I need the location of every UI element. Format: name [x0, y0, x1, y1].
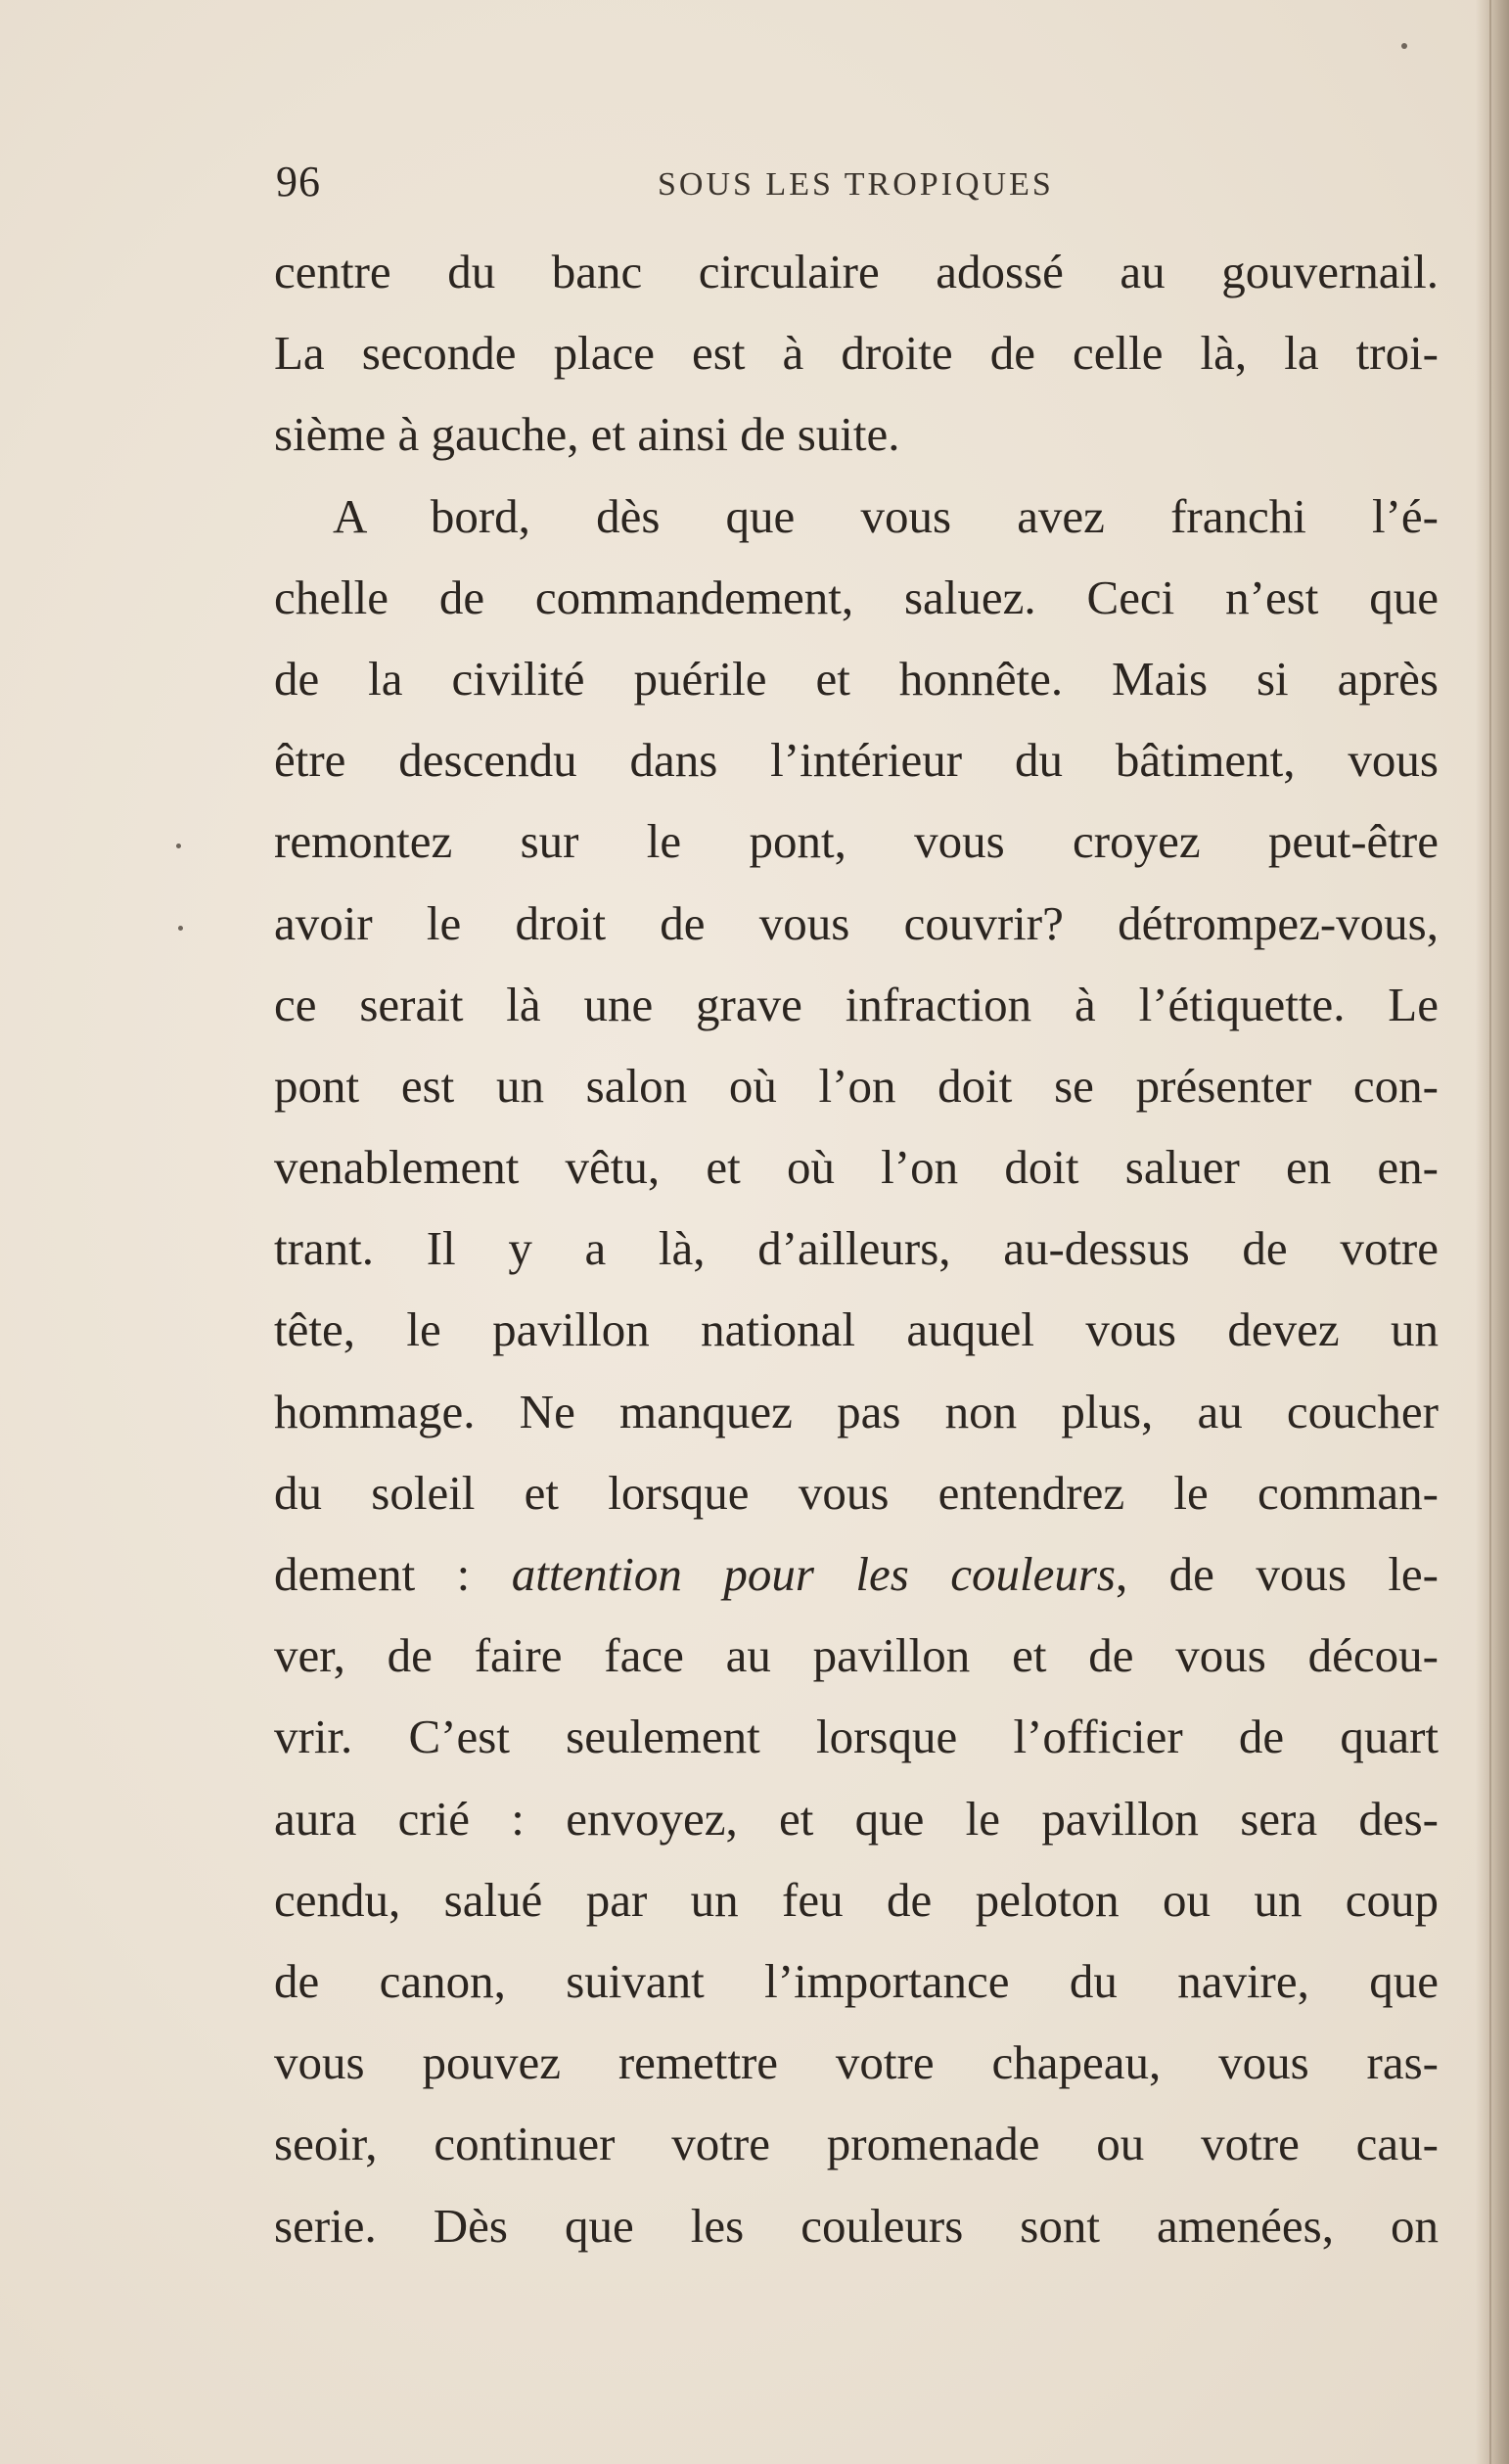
- text-line: centre du banc circulaire adossé au gouvernail.: [274, 245, 1439, 298]
- text-line: cendu, salué par un feu de peloton ou un coup: [274, 1872, 1439, 1927]
- paper-speck: [1401, 43, 1407, 49]
- page-number: 96: [276, 158, 321, 205]
- text-line-with-italic: [274, 1533, 1439, 1615]
- text-line: chelle de commandement, saluez. Ceci n’est que: [274, 570, 1439, 624]
- italic-phrase: attention pour les couleurs: [511, 1547, 1116, 1601]
- text-line: tête, le pavillon national auquel vous devez un: [274, 1302, 1439, 1357]
- running-title: SOUS LES TROPIQUES: [658, 166, 1054, 203]
- text-line: de canon, suivant l’importance du navire, que: [274, 1953, 1439, 2008]
- text-line: sième à gauche, et ainsi de suite.: [274, 407, 900, 462]
- page-edge: [1489, 0, 1491, 2464]
- text-line: vrir. C’est seulement lorsque l’officier de quart: [274, 1710, 1439, 1764]
- paper-speck: [178, 926, 183, 931]
- text-line: de la civilité puérile et honnête. Mais si après: [274, 651, 1439, 706]
- text-fragment: dement :: [274, 1547, 512, 1601]
- page-gutter-shadow: [1476, 0, 1509, 2464]
- text-line: vous pouvez remettre votre chapeau, vous ras-: [274, 2035, 1439, 2090]
- text-line: pont est un salon où l’on doit se présenter con-: [274, 1058, 1439, 1113]
- text-line: être descendu dans l’intérieur du bâtiment, vous: [274, 733, 1439, 788]
- text-line: avoir le droit de vous couvrir? détrompez-vous,: [274, 895, 1439, 950]
- text-line: remontez sur le pont, vous croyez peut-être: [274, 814, 1439, 869]
- text-line: du soleil et lorsque vous entendrez le comman-: [274, 1465, 1439, 1520]
- text-line: A bord, dès que vous avez franchi l’é-: [333, 488, 1439, 543]
- page-header: [276, 157, 1442, 205]
- text-line: La seconde place est à droite de celle là, la troi-: [274, 326, 1439, 381]
- text-line: trant. Il y a là, d’ailleurs, au-dessus de votre: [274, 1221, 1439, 1276]
- text-fragment: , de vous le-: [1115, 1547, 1439, 1601]
- paper-speck: [176, 844, 181, 848]
- text-line: seoir, continuer votre promenade ou votre cau-: [274, 2117, 1439, 2171]
- body-text: [274, 231, 1439, 2266]
- text-line: venablement vêtu, et où l’on doit saluer en en-: [274, 1140, 1439, 1195]
- text-line: ver, de faire face au pavillon et de vous décou-: [274, 1628, 1439, 1683]
- text-line: serie. Dès que les couleurs sont amenées, on: [274, 2198, 1439, 2253]
- text-line: ce serait là une grave infraction à l’étiquette. Le: [274, 977, 1439, 1031]
- text-line: aura crié : envoyez, et que le pavillon sera des-: [274, 1791, 1439, 1846]
- text-line: hommage. Ne manquez pas non plus, au coucher: [274, 1384, 1439, 1438]
